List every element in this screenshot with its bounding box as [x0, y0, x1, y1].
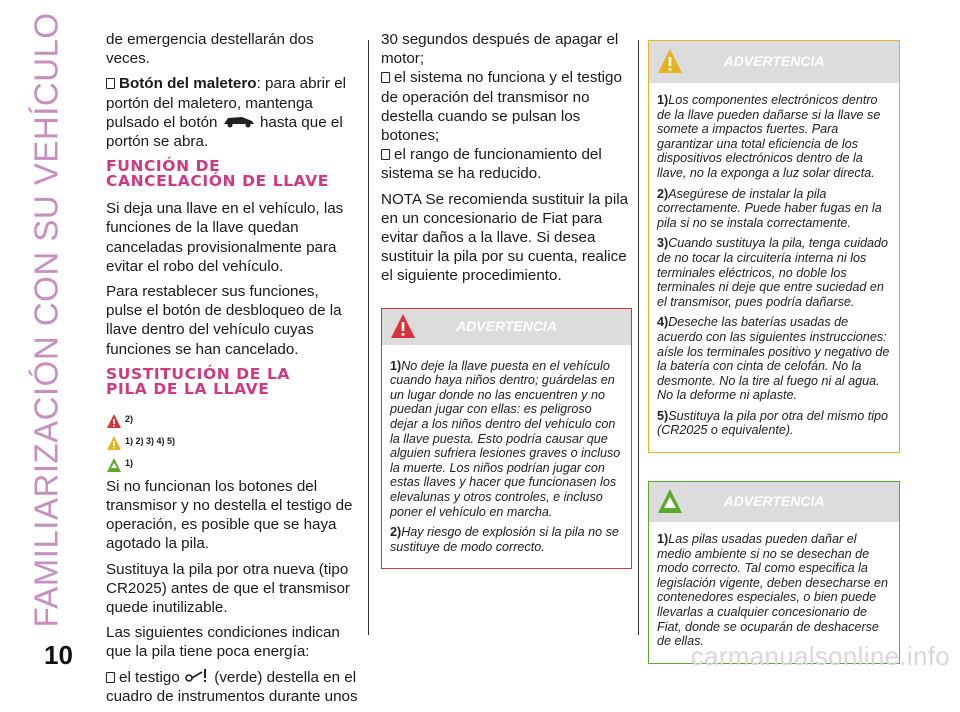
paragraph: de emergencia destellarán dos veces. — [106, 31, 314, 68]
warning-item: 1)Los componentes electrónicos dentro de la llave pueden dañarse si la llave se somete a impactos fuertes. Para garantizar una total eficiencia de los dispositivos electrónicos dentro de la llave, no la exponga a luz solar directa. — [657, 93, 881, 180]
warning-item: 4)Deseche las baterías usadas de acuerdo con las siguientes instrucciones: aísle los terminales positivo y negativo de la batería con cinta de celofán. No la desmonte. No la tire al fuego ni al agua. No la deforme ni aplaste. — [657, 315, 890, 403]
paragraph: Las siguientes condiciones indican que la pila tiene poca energía: — [106, 624, 340, 661]
car-trunk-icon — [222, 114, 256, 128]
bullet-item: el sistema no funciona y el testigo de operación del transmisor no destella cuando se pulsan los botones; — [381, 69, 622, 145]
paragraph: Si deja una llave en el vehículo, las funciones de la llave quedan canceladas provisionalmente para evitar el robo del vehículo. — [106, 200, 344, 275]
paragraph: 30 segundos después de apagar el motor; — [381, 31, 619, 68]
paragraph: Botón del maletero: para abrir el portón del maletero, mantenga pulsado el botón hasta que el portón se abra. — [106, 75, 347, 151]
yellow-warning-icon — [657, 47, 683, 75]
column-2 — [381, 30, 632, 569]
reference-item: 1) 2) 3) 4) 5) — [106, 429, 358, 451]
green-environment-icon — [657, 487, 683, 515]
key-battery-warning-icon — [184, 668, 210, 684]
watermark: carmanualsonline.info — [690, 641, 950, 671]
column-divider — [368, 40, 369, 635]
warning-box-red — [381, 308, 632, 570]
yellow-warning-icon — [106, 435, 122, 451]
column-3 — [648, 40, 900, 664]
warning-header — [382, 309, 631, 345]
chapter-title: FAMILIARIZACIÓN CON SU VEHÍCULO — [28, 12, 65, 628]
bullet-item: el rango de funcionamiento del sistema se ha reducido. — [381, 146, 602, 183]
warning-body — [649, 83, 899, 452]
paragraph: Sustituya la pila por otra nueva (tipo CR2025) antes de que el transmisor quede inutilizable. — [106, 560, 350, 617]
section-heading: SUSTITUCIÓN DE LA PILA DE LA LLAVE — [106, 364, 291, 398]
paragraph: Para restablecer sus funciones, pulse el botón de desbloqueo de la llave dentro del vehículo cuyas funciones se han cancelado. — [106, 283, 342, 358]
page-number: 10 — [44, 640, 73, 670]
warning-item: 2)Hay riesgo de explosión si la pila no se sustituye de modo correcto. — [390, 525, 619, 554]
warning-box-yellow — [648, 40, 900, 453]
warning-title: ADVERTENCIA — [723, 493, 825, 510]
bullet-item: el testigo (verde) destella en el cuadro de instrumentos durante unos — [106, 668, 358, 705]
red-warning-icon — [106, 413, 122, 429]
bullet-icon — [106, 672, 115, 683]
bullet-icon — [106, 78, 115, 89]
warning-item: 5)Sustituya la pila por otra del mismo tipo (CR2025 o equivalente). — [657, 408, 888, 438]
warning-item: 3)Cuando sustituya la pila, tenga cuidado de no tocar la circuitería interna ni los terminales eléctricos, no doble los terminales ni deje que entre suciedad en el transmisor, pues podría dañarse. — [657, 236, 889, 309]
warning-item: 1)No deje la llave puesta en el vehículo cuando haya niños dentro; guárdelas en un lugar donde no las encuentren y no puedan jugar con ellas: es peligroso dejar a los niños dentro del vehículo con la llave puesta. Esto podría causar que alguien sufriera lesiones graves o incluso la muerte. Los niños podrían jugar con estas llaves y hacer que funcionasen los elevalunas y otros controles, e incluso poner el vehículo en marcha. — [390, 358, 621, 519]
bullet-icon — [381, 149, 390, 160]
reference-item: 2) — [106, 407, 358, 429]
column-1 — [106, 30, 358, 712]
warning-header — [649, 482, 899, 522]
column-divider — [638, 40, 639, 635]
section-heading: FUNCIÓN DE CANCELACIÓN DE LLAVE — [106, 157, 329, 191]
warning-body — [382, 345, 631, 569]
warning-references — [106, 407, 358, 473]
warning-title: ADVERTENCIA — [456, 318, 557, 335]
paragraph: Si no funcionan los botones del transmisor y no destella el testigo de operación, es posible que se haya agotado la pila. — [106, 477, 353, 553]
bullet-icon — [381, 72, 390, 83]
paragraph: NOTA Se recomienda sustituir la pila en un concesionario de Fiat para evitar daños a la llave. Si desea sustituir la pila por su cuenta, realice el siguiente procedimiento. — [381, 190, 629, 285]
warning-item: 2)Asegúrese de instalar la pila correctamente. Puede haber fugas en la pila si no se instala correctamente. — [657, 186, 882, 230]
warning-title: ADVERTENCIA — [723, 53, 825, 70]
warning-item: 1)Las pilas usadas pueden dañar el medio ambiente si no se desechan de modo correcto. Tal como especifica la legislación vigente, deben desecharse en contenedores especiales, o bien puede llevarlas a cualquier concesionario de Fiat, donde se ocuparán de deshacerse de ellas. — [657, 532, 889, 649]
red-warning-icon — [390, 312, 416, 340]
warning-header — [649, 41, 899, 83]
warning-box-green — [648, 481, 900, 664]
green-environment-icon — [106, 457, 122, 473]
reference-item: 1) — [106, 451, 358, 473]
